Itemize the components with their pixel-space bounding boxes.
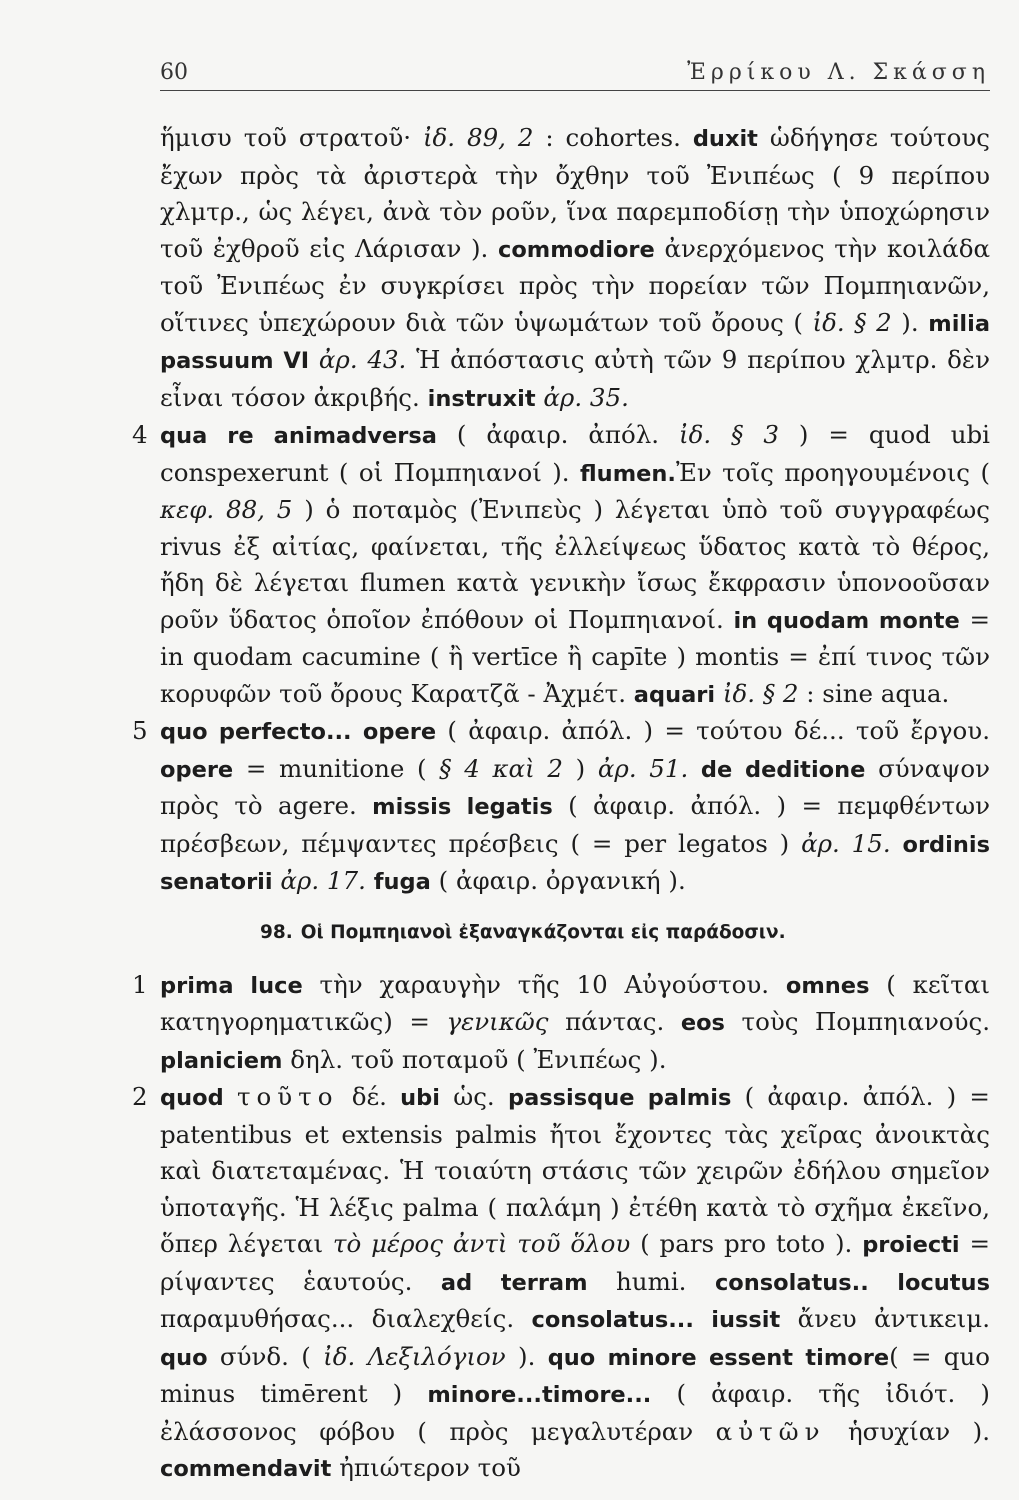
line-number: 5 (132, 716, 148, 745)
text-run: σύνδ. ( (219, 1341, 311, 1371)
lemma: eos (680, 1010, 725, 1036)
text-run: = in quodam cacumine ( ἢ vertīce ἢ capīte ) montis = ἐπί τινος τῶν κορυφῶν τοῦ ὄρους Καρατζᾶ - Ἀχμέτ. (160, 604, 990, 708)
text-run: Ἐν τοῖς προηγουμένοις ( (675, 457, 990, 487)
text-run: ( ἀφαιρ. ὀργανική ). (438, 866, 686, 895)
text-run: ( ἀφαιρ. ἀπόλ. ) = τούτου δέ... τοῦ ἔργου. (447, 716, 990, 745)
emphasis: γενικῶς (446, 1007, 549, 1036)
text-run: ( pars pro toto ). (640, 1229, 853, 1258)
text-run: : sine aqua. (806, 678, 950, 708)
text-run: τοὺς Πομπηιανούς. (741, 1007, 991, 1036)
reference: ἰδ. § 2 (722, 678, 799, 708)
text-run: ὡδήγησε τούτους ἔχων πρὸς τὰ ἀριστερὰ τὴν ὄχθην τοῦ Ἐνιπέως ( 9 περίπου χλμτρ., ὡς λέγει, ἀνὰ τὸν ροῦν, ἵνα παρεμποδίσῃ τὴν ὑποχώρησιν τοῦ ἐχθροῦ εἰς Λάρισαν ). (160, 123, 991, 263)
header-rule (160, 90, 990, 91)
text-run: Ἡ ἀπόστασις αὐτὴ τῶν 9 περίπου χλμτρ. δὲν εἶναι τόσον ἀκριβής. (160, 345, 990, 412)
reference: ἰδ. § 3 (679, 420, 779, 449)
text-run: ( κεῖται κατηγορηματικῶς) = (160, 969, 990, 1036)
reference: ἰδ. 89, 2 (422, 123, 534, 152)
lemma: quod (160, 1085, 224, 1111)
text-run: παραμυθήσας... διαλεχθείς. (160, 1304, 515, 1333)
lemma: aquari (633, 681, 716, 708)
text-run: ὡς. (453, 1082, 495, 1111)
text-run: ἠπιώτερον τοῦ (339, 1453, 521, 1482)
paragraph-4 (132, 417, 990, 713)
text-run: = munitione ( (245, 753, 427, 783)
spaced-text: τοῦτο (236, 1082, 339, 1111)
paragraph-5 (132, 713, 990, 901)
text-run: δηλ. τοῦ ποταμοῦ ( Ἐνιπέως ). (290, 1044, 667, 1074)
line-number: 2 (132, 1082, 148, 1111)
reference: ἀρ. 15. (801, 828, 891, 858)
lemma: flumen. (580, 460, 676, 487)
text-run: ). (901, 307, 919, 337)
text-run: τὴν χαραυγὴν τῆς 10 Αὐγούστου. (319, 969, 770, 999)
text-run: σύναψον πρὸς τὸ agere. (160, 753, 990, 820)
section-heading (160, 919, 990, 947)
lemma: quo minore essent timore (547, 1344, 890, 1371)
lemma: duxit (692, 126, 758, 152)
lemma: qua re animadversa (160, 423, 437, 449)
text-run: πάντας. (565, 1007, 665, 1036)
text-run: ( ἀφαιρ. ἀπόλ. ) = patentibus et extensis palmis ἤτοι ἔχοντες τὰς χεῖρας ἀνοικτὰς καὶ διατεταμένας. Ἡ τοιαύτη στάσις τῶν χειρῶν ἐδήλου σημεῖον ὑποταγῆς. Ἡ λέξις palma ( παλάμη ) ἐτέθη κατὰ τὸ σχῆμα ἐκεῖνο, ὅπερ λέγεται (160, 1082, 990, 1258)
text-run: ) ὁ ποταμὸς (Ἐνιπεὺς ) λέγεται ὑπὸ τοῦ συγγραφέως rivus ἐξ αἰτίας, φαίνεται, τῆς ἐλλείψεως ὕδατος κατὰ τὸ θέρος, ἤδη δὲ λέγεται flumen κατὰ γενικὴν ἴσως ἔκφρασιν ὑπονοοῦσαν ροῦν ὕδατος ὁποῖον ἐπόθουν οἱ Πομπηιανοί. (160, 495, 990, 634)
reference: καὶ (492, 753, 535, 783)
section-title: Οἱ Πομπηιανοὶ ἐξαναγκάζονται εἰς παράδοσιν. (300, 921, 786, 943)
text-run: ) = quod ubi conspexerunt ( οἱ Πομπηιανοί ). (160, 420, 990, 487)
lemma: commendavit (160, 1456, 332, 1482)
reference: κεφ. 88, 5 (160, 495, 293, 524)
text-run: ). (518, 1341, 536, 1371)
page-number: 60 (160, 60, 188, 85)
text-run: ( = quo minus timērent ) (160, 1341, 991, 1408)
reference: 2 (547, 753, 563, 783)
lemma: passisque palmis (507, 1085, 732, 1111)
reference: ἰδ. Λεξιλόγιον (323, 1341, 506, 1371)
paragraph-2 (132, 1079, 991, 1488)
lemma: commodiore (498, 236, 655, 263)
paragraph-continued (160, 120, 990, 417)
paragraph-1 (132, 967, 991, 1080)
text-run: ) (575, 753, 586, 783)
reference: § 4 (439, 753, 480, 783)
reference: ἰδ. § 2 (812, 307, 892, 337)
lemma: proiecti (862, 1232, 960, 1258)
lemma: prima luce (160, 972, 303, 999)
reference: ἀρ. 17. (280, 866, 366, 895)
lemma: de deditione (700, 756, 866, 783)
commentary-body (132, 120, 991, 1488)
text-run: ( ἀφαιρ. ἀπόλ. ) = πεμφθέντων πρέσβεων, πέμψαντες πρέσβεις ( = per legatos ) (160, 791, 990, 858)
lemma: planiciem (160, 1047, 283, 1074)
lemma: in quodam monte (733, 607, 960, 634)
lemma: consolatus.. locutus (714, 1269, 990, 1296)
text-run: ἀνερχόμενος τὴν κοιλάδα τοῦ Ἐνιπέως ἐν συγκρίσει πρὸς τὴν πορείαν τῶν Πομπηιανῶν, οἵτινες ὑπεχώρουν διὰ τῶν ὑψωμάτων τοῦ ὄρους ( (160, 233, 990, 337)
text-run: ἡσυχίαν ). (848, 1416, 990, 1446)
lemma: consolatus... iussit (531, 1307, 781, 1333)
lemma: minore...timore... (427, 1382, 652, 1408)
text-run: ( ἀφαιρ. τῆς ἰδιότ. ) ἐλάσσονος φόβου ( πρὸς μεγαλυτέραν (160, 1379, 990, 1446)
lemma: omnes (785, 972, 870, 999)
text-run: δέ. (351, 1082, 387, 1111)
running-title: Ἐρρίκου Λ. Σκάσση (687, 60, 990, 85)
reference: ἀρ. 43. (318, 345, 407, 374)
text-run: ἄνευ ἀντικειμ. (797, 1304, 990, 1333)
section-number: 98. (260, 921, 293, 943)
text-run: : cohortes. (545, 123, 681, 152)
line-number: 1 (132, 969, 148, 999)
lemma: missis legatis (372, 794, 553, 820)
text-run: ἥμισυ τοῦ στρατοῦ· (160, 123, 412, 152)
lemma: ubi (400, 1085, 440, 1111)
text-run: ( ἀφαιρ. ἀπόλ. (456, 420, 660, 449)
lemma: ad terram (440, 1269, 588, 1296)
lemma: milia passuum VI (160, 310, 991, 374)
emphasis: τὸ μέρος ἀντὶ τοῦ ὅλου (332, 1229, 631, 1258)
text-run: = ρίψαντες ἑαυτούς. (160, 1229, 991, 1296)
reference: ἀρ. 35. (543, 382, 629, 412)
lemma: quo perfecto... opere (160, 719, 437, 745)
lemma: instruxit (427, 385, 536, 412)
lemma: fuga (373, 869, 431, 895)
line-number: 4 (132, 420, 148, 449)
text-run: humi. (616, 1266, 687, 1296)
lemma: quo (160, 1344, 208, 1371)
reference: ἀρ. 51. (597, 753, 689, 783)
lemma: opere (160, 756, 234, 783)
running-head (160, 52, 990, 88)
lemma: ordinis senatorii (160, 831, 990, 895)
spaced-text: αὐτῶν (715, 1416, 826, 1446)
